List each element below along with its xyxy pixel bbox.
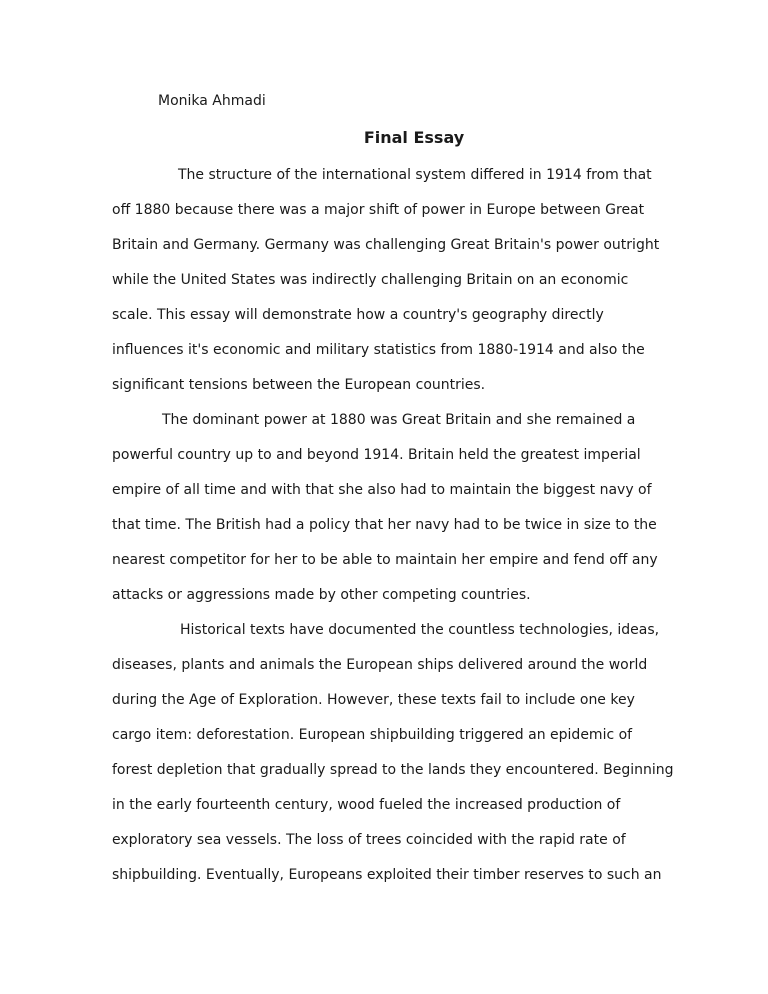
text-line: shipbuilding. Eventually, Europeans exploited their timber reserves to such an: [112, 867, 662, 883]
text-line: exploratory sea vessels. The loss of trees coincided with the rapid rate of: [112, 832, 626, 848]
text-line: while the United States was indirectly challenging Britain on an economic: [112, 272, 629, 288]
essay-title: Final Essay: [363, 128, 465, 147]
text-line: cargo item: deforestation. European shipbuilding triggered an epidemic of: [112, 727, 633, 743]
text-line: empire of all time and with that she also had to maintain the biggest navy of: [112, 482, 652, 498]
text-line: off 1880 because there was a major shift of power in Europe between Great: [112, 202, 645, 218]
text-line: significant tensions between the European countries.: [112, 377, 486, 393]
text-line: powerful country up to and beyond 1914. Britain held the greatest imperial: [112, 447, 641, 463]
text-line: attacks or aggressions made by other competing countries.: [112, 587, 531, 603]
text-line: The dominant power at 1880 was Great Britain and she remained a: [162, 412, 636, 428]
text-line: during the Age of Exploration. However, these texts fail to include one key: [112, 692, 635, 708]
author-name: Monika Ahmadi: [158, 93, 266, 109]
text-line: diseases, plants and animals the European ships delivered around the world: [112, 657, 648, 673]
text-line: scale. This essay will demonstrate how a country's geography directly: [112, 307, 604, 323]
text-line: nearest competitor for her to be able to maintain her empire and fend off any: [112, 552, 658, 568]
text-line: that time. The British had a policy that her navy had to be twice in size to the: [112, 517, 657, 533]
text-line: influences it's economic and military statistics from 1880-1914 and also the: [112, 342, 645, 358]
text-line: forest depletion that gradually spread to the lands they encountered. Beginning: [112, 762, 674, 778]
text-line: Britain and Germany. Germany was challenging Great Britain's power outright: [112, 237, 660, 253]
text-line: The structure of the international system differed in 1914 from that: [178, 167, 652, 183]
text-line: in the early fourteenth century, wood fueled the increased production of: [112, 797, 621, 813]
text-line: Historical texts have documented the countless technologies, ideas,: [180, 622, 660, 638]
